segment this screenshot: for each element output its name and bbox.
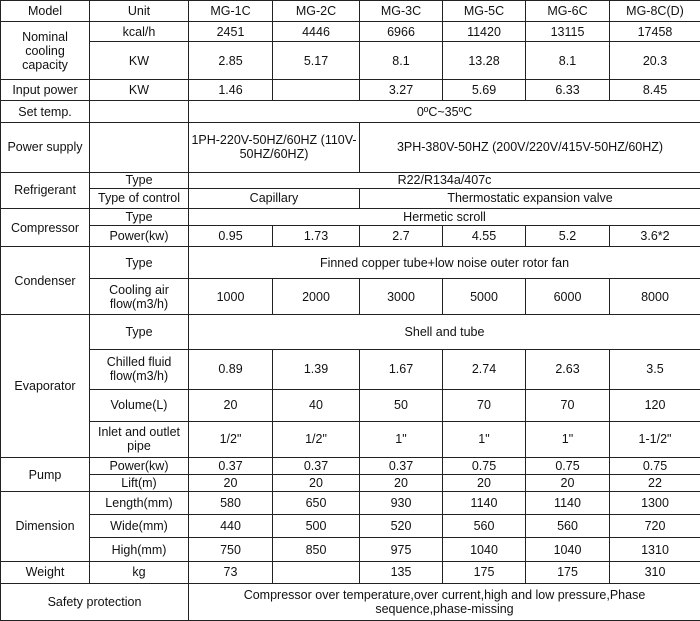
pump-power-value: 0.75 [526,458,610,475]
dimension-high-row [1,538,700,561]
condenser-air-value: 2000 [273,279,360,315]
refrigerant-control-row [1,188,700,208]
compressor-type-value: Hermetic scroll [189,208,700,225]
power-supply-label: Power supply [1,122,90,172]
compressor-power-value: 5.2 [526,226,610,247]
header-row [1,1,700,22]
dimension-wide-value: 560 [443,515,526,538]
pump-lift-value: 20 [360,475,443,492]
pump-power-value: 0.37 [273,458,360,475]
dimension-length-value: 930 [360,492,443,515]
cooling-kw-value: 2.85 [189,42,273,80]
dimension-length-value: 1140 [443,492,526,515]
dimension-wide-value: 440 [189,515,273,538]
cooling-kcal-value: 4446 [273,22,360,42]
dimension-high-label: High(mm) [90,538,189,561]
dimension-label: Dimension [1,492,90,561]
header-model-6: MG-8C(D) [610,1,700,22]
dimension-length-value: 1140 [526,492,610,515]
pump-power-value: 0.75 [443,458,526,475]
condenser-air-value: 1000 [189,279,273,315]
header-model-2: MG-2C [273,1,360,22]
cooling-kcal-value: 17458 [610,22,700,42]
input-power-value: 6.33 [526,80,610,101]
set-temp-row [1,101,700,122]
compressor-power-value: 0.95 [189,226,273,247]
pump-power-value: 0.37 [360,458,443,475]
header-model-4: MG-5C [443,1,526,22]
header-model: Model [1,1,90,22]
compressor-type-row [1,208,700,225]
pump-lift-value: 20 [189,475,273,492]
header-model-3: MG-3C [360,1,443,22]
pump-lift-label: Lift(m) [90,475,189,492]
dimension-wide-value: 560 [526,515,610,538]
evaporator-volume-value: 50 [360,389,443,421]
condenser-air-value: 6000 [526,279,610,315]
dimension-wide-value: 500 [273,515,360,538]
weight-label: Weight [1,561,90,583]
weight-value: 310 [610,561,700,583]
power-supply-row [1,122,700,172]
compressor-power-value: 2.7 [360,226,443,247]
dimension-length-value: 1300 [610,492,700,515]
evaporator-label: Evaporator [1,315,90,458]
condenser-label: Condenser [1,247,90,315]
condenser-air-value: 3000 [360,279,443,315]
dimension-high-value: 975 [360,538,443,561]
compressor-power-label: Power(kw) [90,226,189,247]
pump-power-label: Power(kw) [90,458,189,475]
evaporator-pipe-row [1,421,700,457]
cooling-kcal-value: 2451 [189,22,273,42]
evaporator-pipe-value: 1" [360,421,443,457]
dimension-high-value: 850 [273,538,360,561]
cooling-kw-unit: KW [90,42,189,80]
evaporator-volume-value: 20 [189,389,273,421]
evaporator-flow-label: Chilled fluid flow(m3/h) [90,349,189,389]
cooling-kw-value: 13.28 [443,42,526,80]
input-power-row [1,80,700,101]
compressor-type-label: Type [90,208,189,225]
weight-value: 175 [526,561,610,583]
evaporator-flow-value: 1.67 [360,349,443,389]
pump-lift-value: 20 [443,475,526,492]
set-temp-value: 0ºC~35ºC [189,101,700,122]
pump-label: Pump [1,458,90,492]
header-unit: Unit [90,1,189,22]
cooling-kcal-value: 13115 [526,22,610,42]
safety-row [1,583,700,620]
dimension-wide-value: 720 [610,515,700,538]
condenser-type-label: Type [90,247,189,279]
input-power-value: 1.46 [189,80,273,101]
evaporator-volume-row [1,389,700,421]
input-power-unit: KW [90,80,189,101]
refrigerant-type-value: R22/R134a/407c [189,172,700,188]
dimension-wide-row [1,515,700,538]
evaporator-volume-value: 70 [526,389,610,421]
weight-value: 135 [360,561,443,583]
cooling-kw-row [1,42,700,80]
evaporator-flow-value: 0.89 [189,349,273,389]
input-power-value: 5.69 [443,80,526,101]
condenser-air-label: Cooling air flow(m3/h) [90,279,189,315]
dimension-length-label: Length(mm) [90,492,189,515]
evaporator-volume-label: Volume(L) [90,389,189,421]
condenser-type-row [1,247,700,279]
pump-lift-value: 20 [526,475,610,492]
input-power-value [273,80,360,101]
refrigerant-control-label: Type of control [90,188,189,208]
compressor-power-value: 3.6*2 [610,226,700,247]
power-supply-single-phase: 1PH-220V-50HZ/60HZ (110V-50HZ/60HZ) [189,122,360,172]
header-model-5: MG-6C [526,1,610,22]
dimension-high-value: 1040 [526,538,610,561]
evaporator-flow-value: 2.74 [443,349,526,389]
dimension-wide-value: 520 [360,515,443,538]
weight-value: 73 [189,561,273,583]
evaporator-volume-value: 120 [610,389,700,421]
cooling-label: Nominal cooling capacity [1,22,90,80]
power-supply-three-phase: 3PH-380V-50HZ (200V/220V/415V-50HZ/60HZ) [360,122,700,172]
refrigerant-label: Refrigerant [1,172,90,208]
pump-power-row [1,458,700,475]
cooling-kw-value: 5.17 [273,42,360,80]
weight-unit: kg [90,561,189,583]
cooling-kcal-row [1,22,700,42]
evaporator-pipe-value: 1" [526,421,610,457]
evaporator-flow-value: 2.63 [526,349,610,389]
input-power-label: Input power [1,80,90,101]
pump-lift-value: 20 [273,475,360,492]
set-temp-label: Set temp. [1,101,90,122]
evaporator-type-value: Shell and tube [189,315,700,349]
refrigerant-control-capillary: Capillary [189,188,360,208]
evaporator-pipe-value: 1/2" [273,421,360,457]
evaporator-pipe-label: Inlet and outlet pipe [90,421,189,457]
cooling-kw-value: 20.3 [610,42,700,80]
evaporator-pipe-value: 1/2" [189,421,273,457]
evaporator-flow-row [1,349,700,389]
set-temp-unit [90,101,189,122]
compressor-power-row [1,226,700,247]
dimension-length-value: 580 [189,492,273,515]
condenser-type-value: Finned copper tube+low noise outer rotor fan [189,247,700,279]
evaporator-flow-value: 1.39 [273,349,360,389]
cooling-kw-value: 8.1 [526,42,610,80]
weight-row [1,561,700,583]
dimension-wide-label: Wide(mm) [90,515,189,538]
dimension-high-value: 1040 [443,538,526,561]
compressor-label: Compressor [1,208,90,246]
dimension-high-value: 750 [189,538,273,561]
evaporator-volume-value: 70 [443,389,526,421]
pump-lift-value: 22 [610,475,700,492]
input-power-value: 3.27 [360,80,443,101]
safety-label: Safety protection [1,583,189,620]
condenser-air-row [1,279,700,315]
weight-value: 175 [443,561,526,583]
power-supply-unit [90,122,189,172]
pump-power-value: 0.37 [189,458,273,475]
evaporator-flow-value: 3.5 [610,349,700,389]
evaporator-type-label: Type [90,315,189,349]
refrigerant-type-label: Type [90,172,189,188]
input-power-value: 8.45 [610,80,700,101]
compressor-power-value: 1.73 [273,226,360,247]
pump-lift-row [1,475,700,492]
evaporator-type-row [1,315,700,349]
cooling-kcal-unit: kcal/h [90,22,189,42]
pump-power-value: 0.75 [610,458,700,475]
compressor-power-value: 4.55 [443,226,526,247]
cooling-kw-value: 8.1 [360,42,443,80]
evaporator-pipe-value: 1-1/2" [610,421,700,457]
header-model-1: MG-1C [189,1,273,22]
cooling-kcal-value: 11420 [443,22,526,42]
condenser-air-value: 5000 [443,279,526,315]
evaporator-volume-value: 40 [273,389,360,421]
safety-value: Compressor over temperature,over current,high and low pressure,Phase sequence,phase-missing [189,583,700,620]
dimension-high-value: 1310 [610,538,700,561]
dimension-length-row [1,492,700,515]
cooling-kcal-value: 6966 [360,22,443,42]
evaporator-pipe-value: 1" [443,421,526,457]
refrigerant-type-row [1,172,700,188]
refrigerant-control-valve: Thermostatic expansion valve [360,188,700,208]
weight-value [273,561,360,583]
condenser-air-value: 8000 [610,279,700,315]
dimension-length-value: 650 [273,492,360,515]
